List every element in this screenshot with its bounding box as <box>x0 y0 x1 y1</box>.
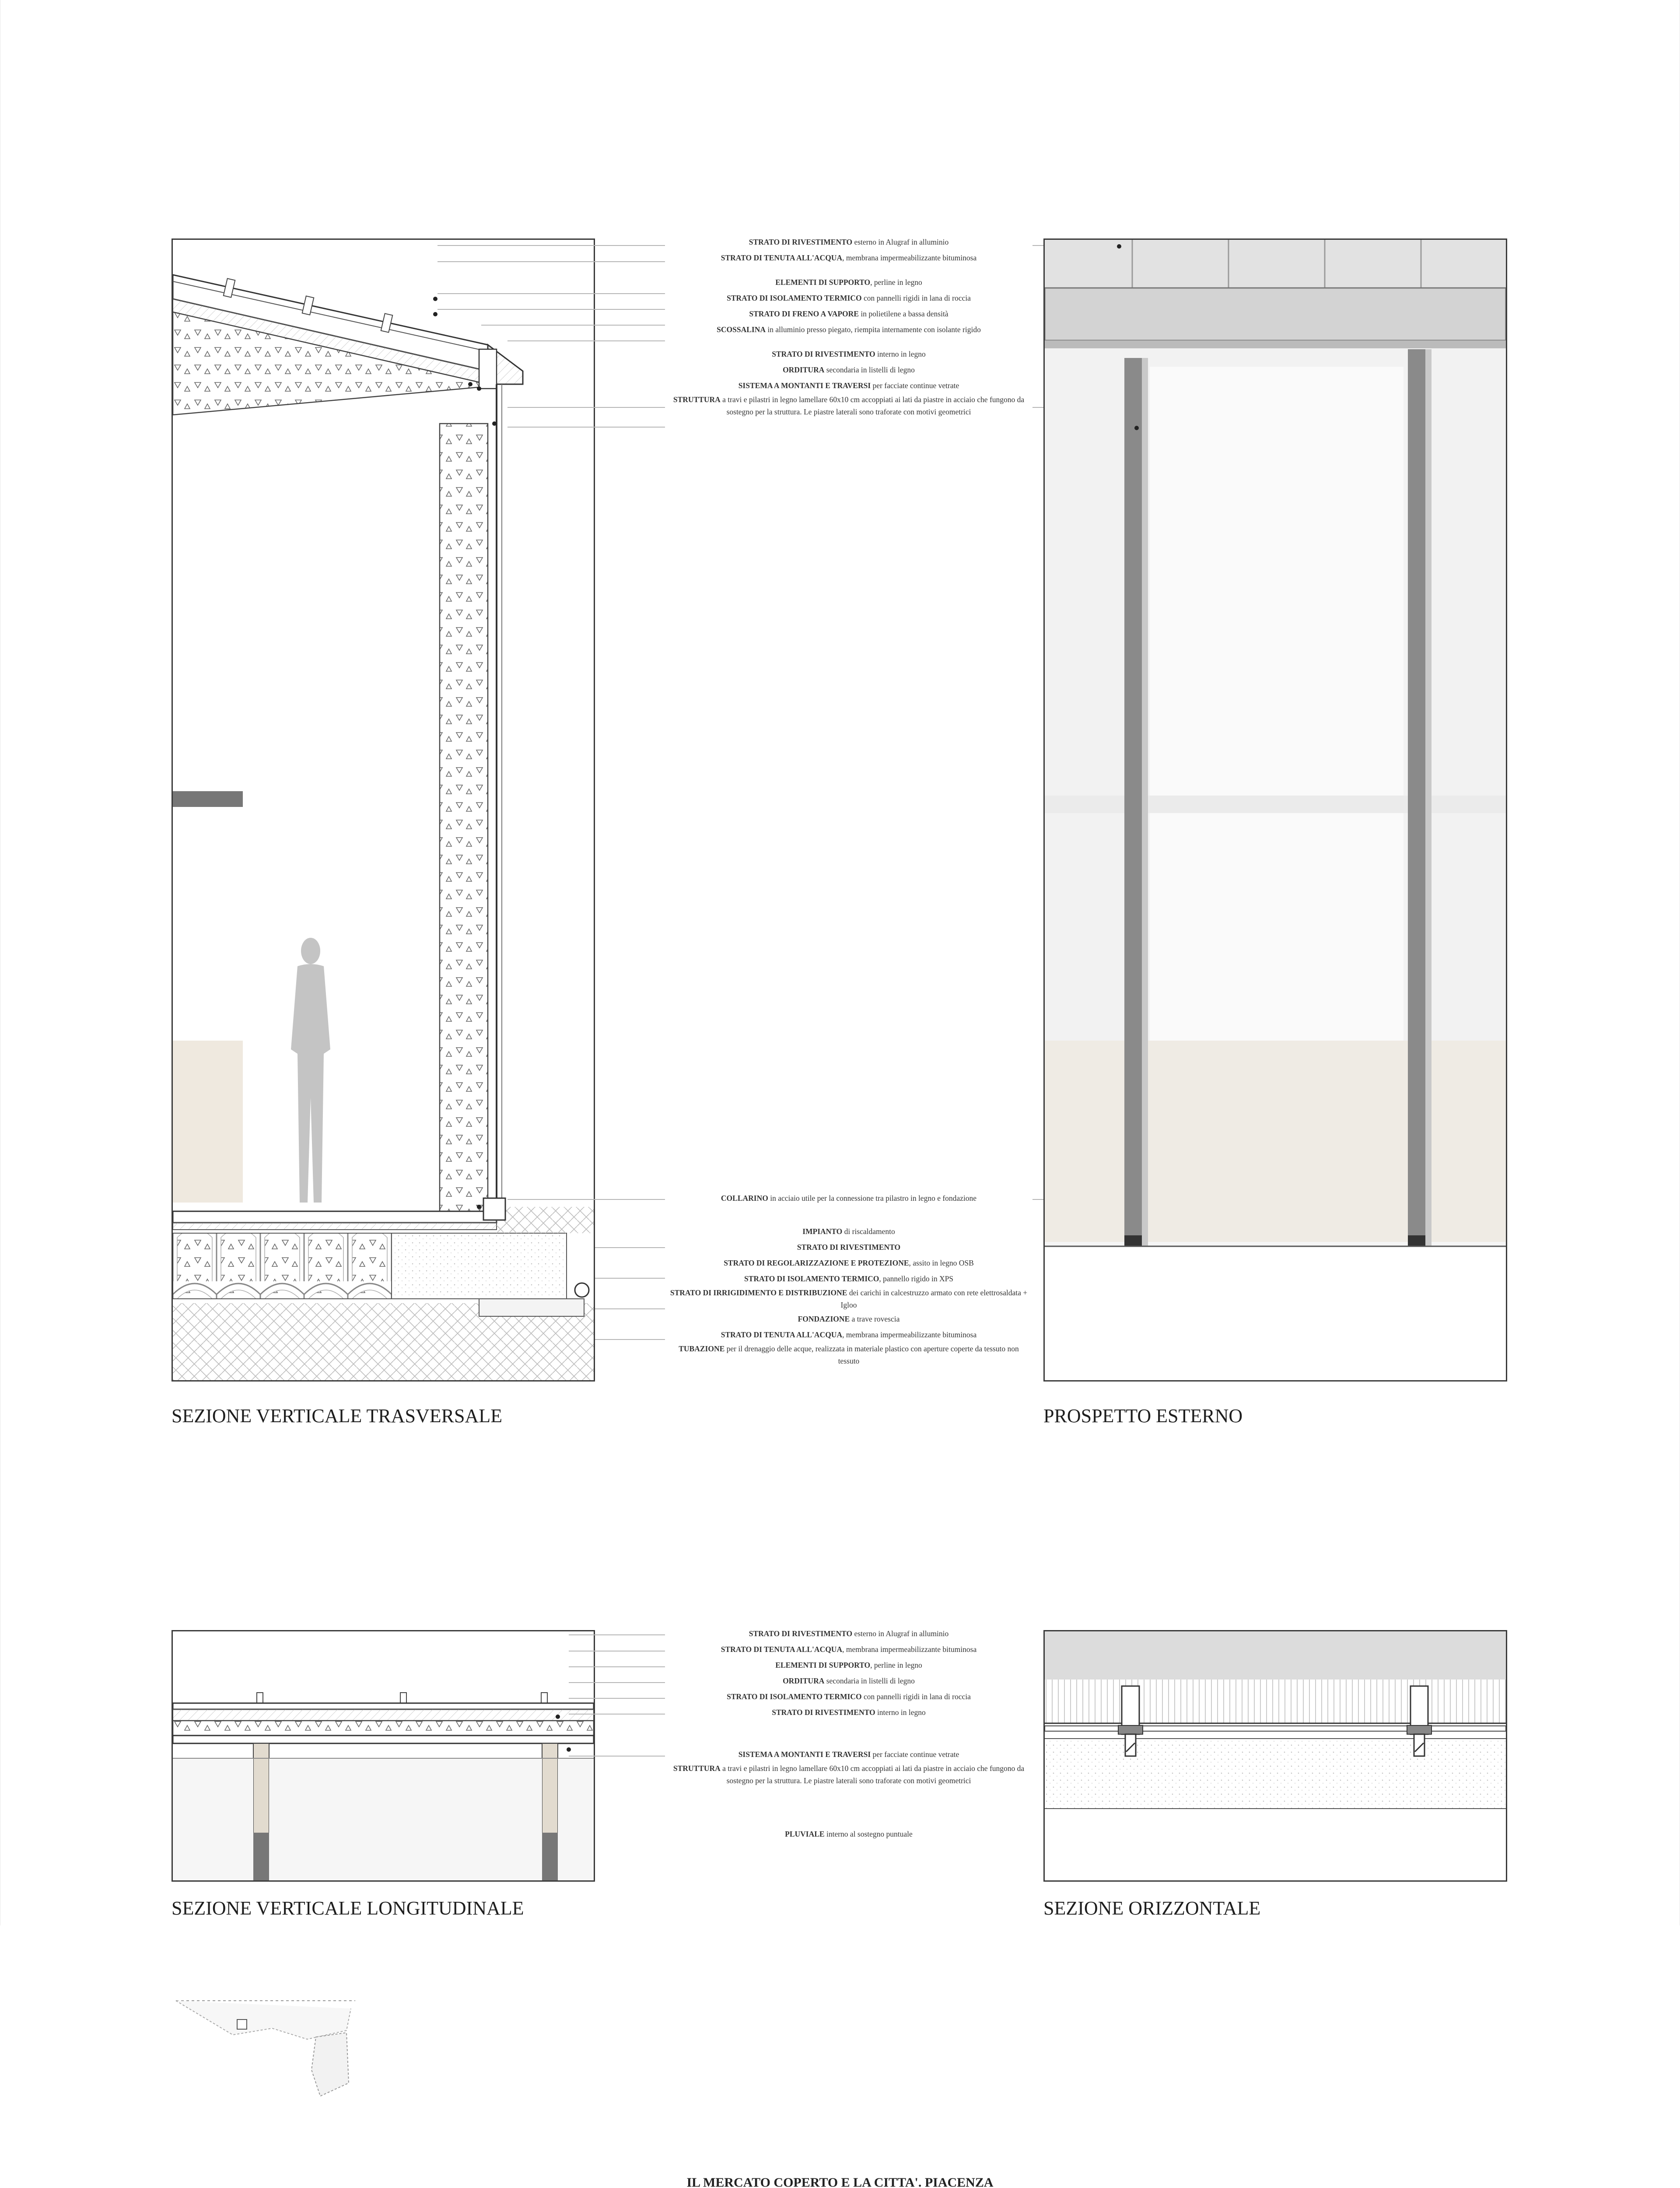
notes-transversal-top <box>669 234 1028 418</box>
section-longitudinal-drawing <box>172 1630 595 1882</box>
leader-line <box>569 1756 665 1757</box>
title-section-horizontal: SEZIONE ORIZZONTALE <box>1043 1897 1261 1919</box>
note-t7: STRATO DI RIVESTIMENTO interno in legno <box>772 350 926 358</box>
title-section-longitudinal: SEZIONE VERTICALE LONGITUDINALE <box>172 1897 524 1919</box>
key-plan <box>172 1995 355 2105</box>
note-l1: STRATO DI RIVESTIMENTO esterno in Alugraf in alluminio <box>749 1629 949 1638</box>
note-l8: STRUTTURA a travi e pilastri in legno lamellare 60x10 cm accoppiati ai lati da piastre in acciaio che fungono da sostegno per la struttura. Le piastre laterali sono traforate con motivi geometrici <box>673 1764 1025 1785</box>
note-t9: SISTEMA A MONTANTI E TRAVERSI per facciate continue vetrate <box>738 381 959 390</box>
leader-line <box>508 407 665 408</box>
leader-line <box>438 245 665 246</box>
note-l5: STRATO DI ISOLAMENTO TERMICO con pannelli rigidi in lana di roccia <box>727 1692 971 1701</box>
note-t6: SCOSSALINA in alluminio presso piegato, riempita internamente con isolante rigido <box>717 325 981 334</box>
notes-longitudinal <box>669 1626 1028 1842</box>
section-horizontal-svg <box>1045 1631 1506 1880</box>
title-elevation: PROSPETTO ESTERNO <box>1043 1405 1243 1427</box>
note-t3: ELEMENTI DI SUPPORTO, perline in legno <box>775 278 922 287</box>
leader-line <box>508 1199 665 1200</box>
section-horizontal-drawing <box>1043 1630 1507 1882</box>
leader-line <box>438 261 665 262</box>
note-t1: STRATO DI RIVESTIMENTO esterno in Alugraf in alluminio <box>749 238 949 246</box>
leader-line <box>595 1339 665 1340</box>
leader-line <box>569 1698 665 1699</box>
leader-line <box>569 1666 665 1667</box>
note-l7: SISTEMA A MONTANTI E TRAVERSI per facciate continue vetrate <box>738 1750 959 1759</box>
note-t8: ORDITURA secondaria in listelli di legno <box>783 365 915 374</box>
elevation-svg <box>1045 240 1506 1380</box>
leader-line <box>569 1714 665 1715</box>
note-l2: STRATO DI TENUTA ALL'ACQUA, membrana impermeabilizzante bituminosa <box>721 1645 977 1654</box>
note-l6: STRATO DI RIVESTIMENTO interno in legno <box>772 1708 926 1717</box>
note-b2: IMPIANTO di riscaldamento <box>802 1227 895 1236</box>
note-t2: STRATO DI TENUTA ALL'ACQUA, membrana impermeabilizzante bituminosa <box>721 253 977 262</box>
note-b4: STRATO DI REGOLARIZZAZIONE E PROTEZIONE, assito in legno OSB <box>724 1259 974 1267</box>
notes-transversal-bottom <box>669 1190 1028 1367</box>
note-l3: ELEMENTI DI SUPPORTO, perline in legno <box>775 1661 922 1669</box>
leader-line <box>569 1682 665 1683</box>
note-b5: STRATO DI ISOLAMENTO TERMICO, pannello rigido in XPS <box>744 1274 954 1283</box>
note-t10: STRUTTURA a travi e pilastri in legno lamellare 60x10 cm accoppiati ai lati da piastre in acciaio che fungono da sostegno per la struttura. Le piastre laterali sono traforate con motivi geometrici <box>673 395 1025 416</box>
leader-line <box>569 1634 665 1635</box>
project-title: IL MERCATO COPERTO E LA CITTA'. PIACENZA <box>686 2175 994 2188</box>
note-b8: STRATO DI TENUTA ALL'ACQUA, membrana impermeabilizzante bituminosa <box>721 1330 977 1339</box>
note-t5: STRATO DI FRENO A VAPORE in polietilene a bassa densità <box>749 309 948 318</box>
note-b9: TUBAZIONE per il drenaggio delle acque, realizzata in materiale plastico con aperture coperte da tessuto non tessuto <box>679 1344 1019 1365</box>
section-longitudinal-svg <box>173 1631 594 1880</box>
note-b3: STRATO DI RIVESTIMENTO <box>797 1243 901 1252</box>
leader-line <box>595 1278 665 1279</box>
leader-line <box>508 427 665 428</box>
leader-line <box>438 309 665 310</box>
leader-line <box>481 325 665 326</box>
leader-line <box>595 1247 665 1248</box>
note-b7: FONDAZIONE a trave rovescia <box>798 1315 900 1323</box>
leader-line <box>508 340 665 341</box>
leader-line <box>595 1308 665 1309</box>
section-transversal-drawing <box>172 238 595 1382</box>
section-transversal-svg <box>173 240 594 1380</box>
note-t4: STRATO DI ISOLAMENTO TERMICO con pannelli rigidi in lana di roccia <box>727 294 971 302</box>
note-l9: PLUVIALE interno al sostegno puntuale <box>785 1830 913 1838</box>
human-figure <box>291 938 330 1203</box>
note-b6: STRATO DI IRRIGIDIMENTO E DISTRIBUZIONE dei carichi in calcestruzzo armato con rete elettrosaldata + Igloo <box>670 1288 1028 1309</box>
note-l4: ORDITURA secondaria in listelli di legno <box>783 1676 915 1685</box>
panel-guide <box>0 0 1 1925</box>
leader-line <box>569 1651 665 1652</box>
title-section-transversal: SEZIONE VERTICALE TRASVERSALE <box>172 1405 502 1427</box>
elevation-drawing <box>1043 238 1507 1382</box>
leader-line <box>438 293 665 294</box>
note-b1: COLLARINO in acciaio utile per la connessione tra pilastro in legno e fondazione <box>721 1194 977 1203</box>
title-block <box>578 2174 1102 2188</box>
